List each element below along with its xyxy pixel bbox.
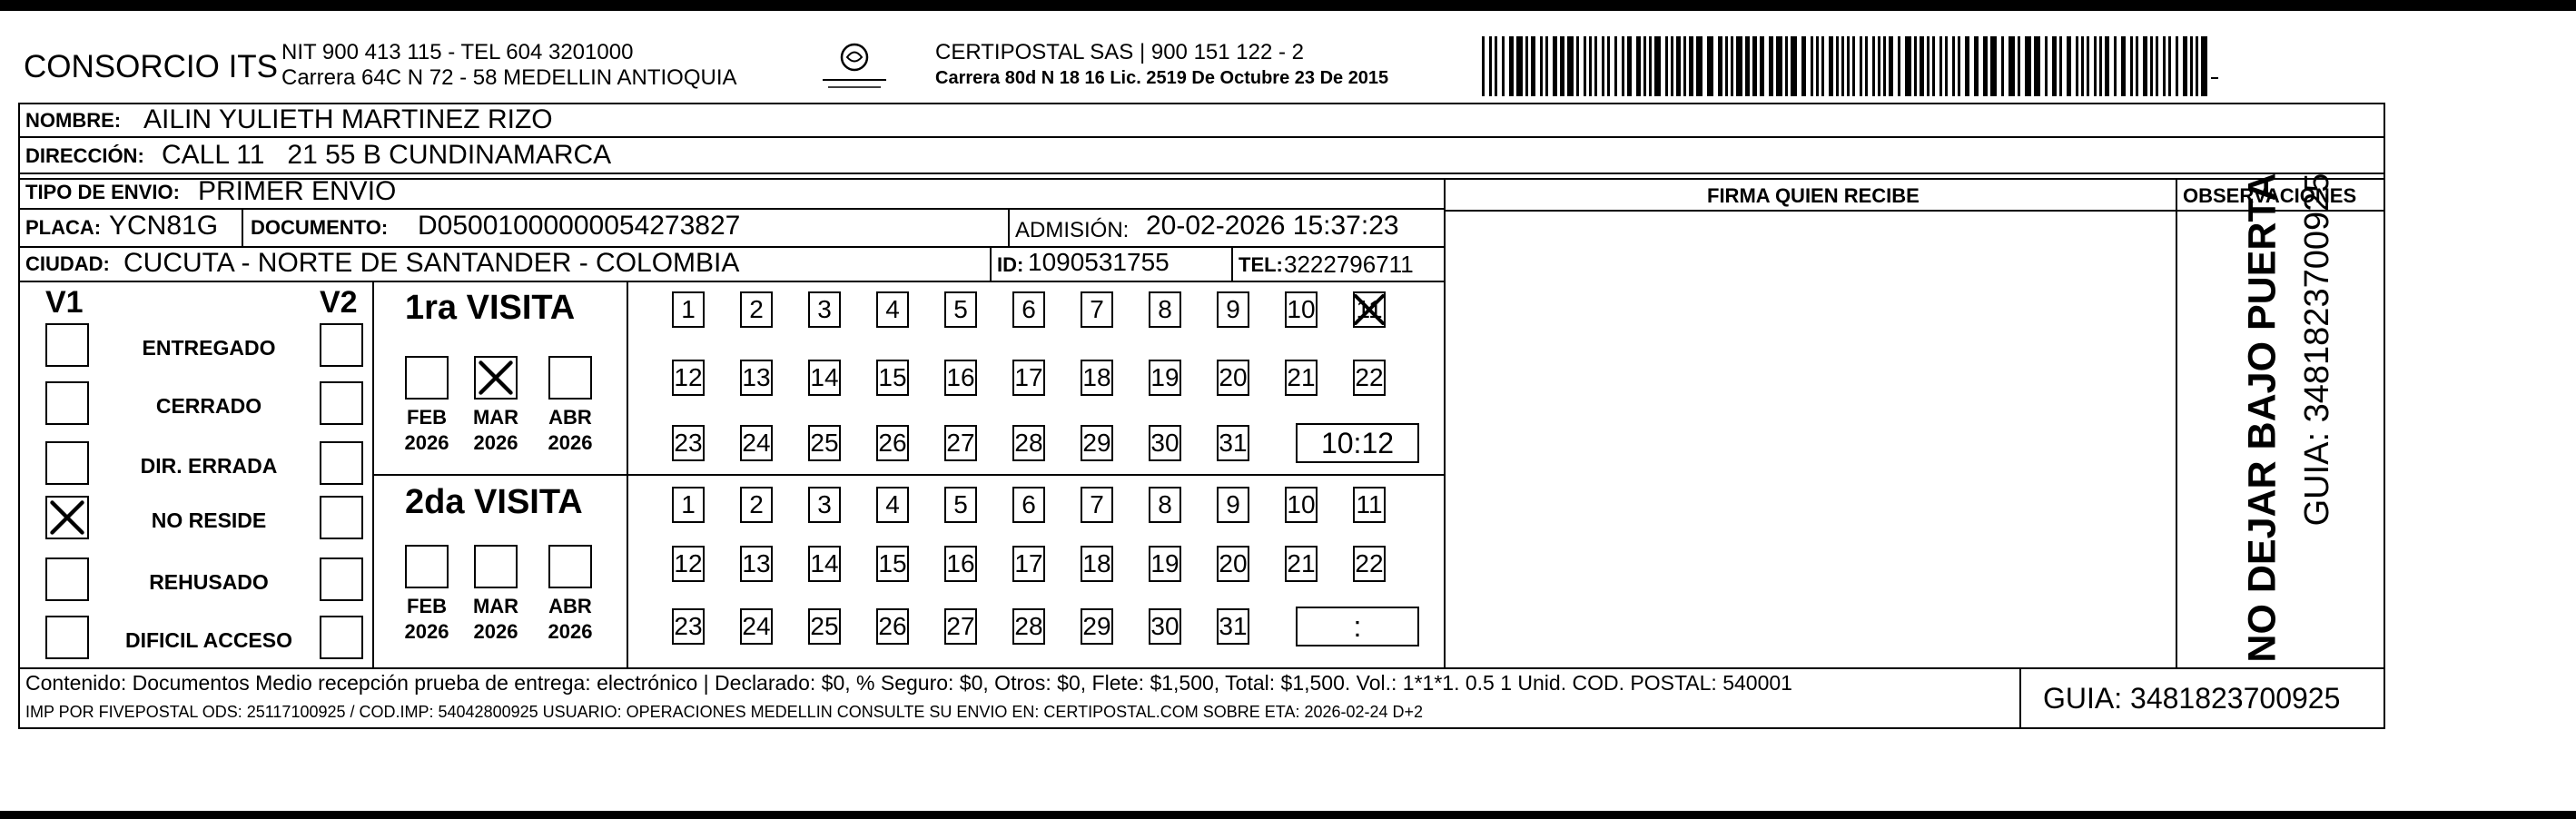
day-box[interactable]: 22 (1353, 360, 1386, 396)
barcode-bar (1516, 36, 1523, 96)
barcode-bar (2130, 36, 2133, 96)
barcode-dash (2211, 77, 2218, 79)
firma-divider (1444, 178, 1446, 667)
barcode-bar (1801, 36, 1806, 96)
barcode-bar (1683, 36, 1686, 96)
day-box[interactable]: 21 (1285, 360, 1318, 396)
barcode-bar (1965, 36, 1969, 96)
top-border (0, 0, 2576, 11)
barcode-bar (1785, 36, 1788, 96)
day-box[interactable]: 13 (740, 360, 773, 396)
barcode-bar (2201, 36, 2207, 96)
day-box[interactable]: 24 (740, 425, 773, 461)
side-warning: NO DEJAR BAJO PUERTA (2240, 173, 2285, 663)
v1-checkbox[interactable] (45, 381, 89, 425)
barcode-bar (2034, 36, 2040, 96)
barcode-bar (1671, 36, 1673, 96)
barcode-bar (2076, 36, 2078, 96)
barcode-bar (1958, 36, 1960, 96)
day-box[interactable]: 18 (1081, 546, 1113, 582)
row-line-1 (18, 136, 2385, 138)
barcode-bar (1553, 36, 1557, 96)
barcode-bar (1889, 36, 1893, 96)
footer-line (18, 667, 2385, 669)
barcode-bar (1932, 36, 1935, 96)
direccion-value: CALL 11 21 55 B CUNDINAMARCA (162, 140, 612, 170)
month-checkbox[interactable] (548, 545, 592, 588)
barcode-bar (2094, 36, 2097, 96)
barcode-bar (2008, 36, 2015, 96)
placa-label: PLACA: (25, 216, 102, 239)
barcode-bar (1776, 36, 1782, 96)
day-box[interactable]: 11 (1353, 487, 1386, 523)
x-mark-icon (47, 498, 87, 538)
month-checkbox[interactable] (474, 545, 518, 588)
barcode-bar (1540, 36, 1543, 96)
barcode-bar (2150, 36, 2153, 96)
tel-label: TEL: (1239, 253, 1283, 276)
barcode-bar (1816, 36, 1819, 96)
barcode-bar (2190, 36, 2193, 96)
v1-checkbox[interactable] (45, 496, 89, 539)
v2-checkbox[interactable] (320, 558, 363, 601)
company-line-1: NIT 900 413 115 - TEL 604 3201000 (281, 40, 634, 64)
barcode-bar (1502, 36, 1505, 96)
id-value: 1090531755 (1028, 248, 1170, 276)
barcode-bar (2121, 36, 2126, 96)
row-line-2 (18, 173, 2385, 174)
day-box[interactable]: 6 (1012, 291, 1045, 328)
tel-value: 3222796711 (1284, 251, 1414, 278)
barcode-bar (1974, 36, 1979, 96)
barcode-bar (1622, 36, 1624, 96)
day-box[interactable]: 31 (1217, 608, 1249, 645)
barcode-bar (1945, 36, 1948, 96)
documento-value: D05001000000054273827 (418, 211, 741, 241)
x-mark-icon (476, 358, 516, 398)
barcode-bar (1878, 36, 1880, 96)
side-guia: GUIA: 3481823700925 (2298, 173, 2336, 527)
barcode-bar (1495, 36, 1497, 96)
barcode-bar (1627, 36, 1632, 96)
barcode-bar (1905, 36, 1911, 96)
day-box[interactable]: 3 (808, 291, 841, 328)
month-label: MAR 2026 (472, 406, 519, 454)
barcode-bar (1983, 36, 1988, 96)
barcode-bar (2052, 36, 2057, 96)
footer-guia: GUIA: 3481823700925 (2043, 682, 2341, 715)
barcode-bar (2136, 36, 2138, 96)
barcode-bar (2001, 36, 2004, 96)
v2-checkbox[interactable] (320, 323, 363, 367)
footer-guia-divider (2019, 667, 2021, 729)
day-box[interactable]: 2 (740, 487, 773, 523)
day-box[interactable]: 1 (672, 291, 705, 328)
placa-divider (242, 208, 243, 246)
v2-checkbox[interactable] (320, 496, 363, 539)
barcode-bar (1654, 36, 1661, 96)
barcode-bar (2081, 36, 2084, 96)
day-box[interactable]: 14 (808, 546, 841, 582)
day-box[interactable]: 15 (876, 360, 909, 396)
barcode-bar (1718, 36, 1722, 96)
day-box[interactable]: 25 (808, 608, 841, 645)
barcode-bar (1745, 36, 1750, 96)
day-box[interactable]: 8 (1149, 291, 1181, 328)
barcode-bar (2114, 36, 2117, 96)
barcode-bar (1736, 36, 1742, 96)
barcode-bar (1649, 36, 1652, 96)
v2-label: V2 (320, 285, 358, 320)
barcode-bar (1636, 36, 1641, 96)
month-checkbox[interactable] (548, 356, 592, 400)
visit1-title: 1ra VISITA (405, 289, 576, 327)
barcode-bar (2025, 36, 2031, 96)
barcode-bar (1725, 36, 1728, 96)
barcode-bar (2087, 36, 2089, 96)
day-box[interactable]: 19 (1149, 360, 1181, 396)
day-box[interactable]: 23 (672, 608, 705, 645)
observaciones-divider (2176, 178, 2177, 667)
row-line-6 (18, 281, 1444, 282)
month-label: MAR 2026 (472, 595, 519, 643)
barcode-bar (1560, 36, 1564, 96)
day-box[interactable]: 31 (1217, 425, 1249, 461)
carrier-line-1: CERTIPOSTAL SAS | 900 151 122 - 2 (935, 40, 1304, 64)
month-label: ABR 2026 (548, 595, 593, 643)
barcode-bar (1883, 36, 1886, 96)
v1-checkbox[interactable] (45, 616, 89, 659)
documento-label: DOCUMENTO: (251, 216, 389, 239)
barcode-bar (1531, 36, 1535, 96)
ciudad-value: CUCUTA - NORTE DE SANTANDER - COLOMBIA (123, 248, 740, 278)
barcode-bar (2163, 36, 2166, 96)
nombre-label: NOMBRE: (25, 109, 122, 132)
barcode-bar (1752, 36, 1757, 96)
barcode-bar (1872, 36, 1875, 96)
placa-value: YCN81G (109, 211, 219, 241)
barcode-bar (1567, 36, 1574, 96)
nombre-value: AILIN YULIETH MARTINEZ RIZO (143, 104, 553, 134)
day-box[interactable]: 4 (876, 291, 909, 328)
day-box[interactable]: 27 (944, 608, 977, 645)
v1-checkbox[interactable] (45, 441, 89, 485)
barcode-bar (1614, 36, 1617, 96)
barcode-bar (1865, 36, 1868, 96)
month-label: ABR 2026 (548, 406, 593, 454)
barcode-bar (1576, 36, 1579, 96)
barcode-bar (2156, 36, 2158, 96)
barcode-bar (1482, 36, 1485, 96)
day-box[interactable]: 20 (1217, 546, 1249, 582)
day-box[interactable]: 12 (672, 360, 705, 396)
month-checkbox[interactable] (405, 545, 449, 588)
barcode-bar (1489, 36, 1492, 96)
day-box[interactable]: 12 (672, 546, 705, 582)
tel-divider (1231, 246, 1233, 281)
barcode-bar (1545, 36, 1548, 96)
tipo-value: PRIMER ENVIO (198, 176, 397, 206)
barcode-bar (2059, 36, 2062, 96)
day-box[interactable]: 17 (1012, 546, 1045, 582)
day-box[interactable]: 29 (1081, 608, 1113, 645)
barcode-bar (1927, 36, 1930, 96)
day-box[interactable]: 14 (808, 360, 841, 396)
month-checkbox[interactable] (474, 356, 518, 400)
day-box[interactable]: 26 (876, 608, 909, 645)
v2-checkbox[interactable] (320, 441, 363, 485)
barcode-bar (1847, 36, 1850, 96)
day-box[interactable]: 3 (808, 487, 841, 523)
barcode-bar (1860, 36, 1862, 96)
barcode-bar (1707, 36, 1713, 96)
visit-divider (372, 474, 1444, 476)
day-box[interactable]: 29 (1081, 425, 1113, 461)
barcode-bar (1811, 36, 1813, 96)
barcode-bar (1791, 36, 1797, 96)
day-box[interactable]: 30 (1149, 608, 1181, 645)
v1-checkbox[interactable] (45, 323, 89, 367)
company-line-2: Carrera 64C N 72 - 58 MEDELLIN ANTIOQUIA (281, 65, 737, 90)
barcode-bar (2183, 36, 2187, 96)
barcode-bar (1898, 36, 1900, 96)
v1-checkbox[interactable] (45, 558, 89, 601)
day-box[interactable]: 23 (672, 425, 705, 461)
day-box[interactable]: 8 (1149, 487, 1181, 523)
status-label: CERRADO (155, 394, 262, 418)
barcode-bar (1594, 36, 1597, 96)
barcode-bar (1696, 36, 1703, 96)
day-box[interactable]: 28 (1012, 608, 1045, 645)
barcode-bar (1836, 36, 1839, 96)
day-box[interactable]: 19 (1149, 546, 1181, 582)
v2-checkbox[interactable] (320, 381, 363, 425)
day-box[interactable]: 9 (1217, 487, 1249, 523)
day-box[interactable]: 4 (876, 487, 909, 523)
barcode-bar (1760, 36, 1764, 96)
day-box[interactable]: 7 (1081, 487, 1113, 523)
company-name: CONSORCIO ITS (24, 49, 279, 84)
barcode-bar (1643, 36, 1646, 96)
id-label: ID: (997, 253, 1024, 276)
day-box[interactable]: 26 (876, 425, 909, 461)
barcode-bar (1914, 36, 1917, 96)
barcode (1482, 36, 2208, 96)
barcode-bar (1990, 36, 1997, 96)
v1-label: V1 (45, 285, 84, 320)
status-label: DIR. ERRADA (140, 454, 278, 478)
certipostal-logo (814, 40, 895, 93)
day-box[interactable]: 30 (1149, 425, 1181, 461)
barcode-bar (2168, 36, 2171, 96)
day-box[interactable]: 25 (808, 425, 841, 461)
month-checkbox[interactable] (405, 356, 449, 400)
carrier-line-2: Carrera 80d N 18 16 Lic. 2519 De Octubre 23 De 2015 (935, 68, 1389, 88)
row-line-4 (18, 208, 1444, 210)
barcode-bar (2196, 36, 2198, 96)
barcode-bar (2067, 36, 2071, 96)
barcode-bar (1584, 36, 1586, 96)
bottom-border (0, 811, 2576, 819)
day-box[interactable]: 9 (1217, 291, 1249, 328)
tipo-label: TIPO DE ENVIO: (25, 181, 180, 203)
time-box[interactable]: : (1296, 607, 1419, 646)
status-label: DIFICIL ACCESO (124, 628, 292, 652)
v2-checkbox[interactable] (320, 616, 363, 659)
day-box[interactable]: 2 (740, 291, 773, 328)
day-box[interactable]: 6 (1012, 487, 1045, 523)
barcode-bar (2143, 36, 2147, 96)
barcode-bar (2018, 36, 2020, 96)
observaciones-header: OBSERVACIONES (2183, 184, 2357, 207)
day-box[interactable]: 16 (944, 360, 977, 396)
barcode-bar (1602, 36, 1604, 96)
barcode-bar (1676, 36, 1681, 96)
barcode-bar (1841, 36, 1844, 96)
day-box[interactable]: 10 (1285, 487, 1318, 523)
barcode-bar (1829, 36, 1833, 96)
admision-divider (1008, 208, 1010, 246)
barcode-bar (1665, 36, 1668, 96)
day-box[interactable]: 11 (1353, 291, 1386, 328)
day-box[interactable]: 21 (1285, 546, 1318, 582)
barcode-bar (2176, 36, 2178, 96)
barcode-bar (1920, 36, 1924, 96)
day-box[interactable]: 13 (740, 546, 773, 582)
barcode-bar (1509, 36, 1514, 96)
direccion-label: DIRECCIÓN: (25, 144, 144, 167)
barcode-bar (2105, 36, 2109, 96)
barcode-bar (1769, 36, 1773, 96)
day-box[interactable]: 17 (1012, 360, 1045, 396)
day-box[interactable]: 7 (1081, 291, 1113, 328)
barcode-bar (2045, 36, 2048, 96)
day-box[interactable]: 22 (1353, 546, 1386, 582)
admision-value: 20-02-2026 15:37:23 (1146, 211, 1399, 241)
footer-content-line: Contenido: Documentos Medio recepción prueba de entrega: electrónico | Declarado: $0, % Seguro: $0, Otros: $0, Flete: $1,500, Total: $1,500. Vol.: 1*1*1. 0.5 1 Unid. COD. POSTAL: 540001 (25, 671, 1792, 695)
month-label: FEB 2026 (404, 595, 449, 643)
barcode-bar (1525, 36, 1528, 96)
day-box[interactable]: 24 (740, 608, 773, 645)
x-mark-icon (1351, 291, 1387, 328)
admision-label: ADMISIÓN: (1015, 218, 1130, 242)
month-label: FEB 2026 (404, 406, 449, 454)
status-label: ENTREGADO (142, 336, 276, 360)
barcode-bar (1731, 36, 1733, 96)
status-label: NO RESIDE (151, 508, 267, 532)
firma-header: FIRMA QUIEN RECIBE (1707, 184, 1920, 207)
day-box[interactable]: 20 (1217, 360, 1249, 396)
day-box[interactable]: 1 (672, 487, 705, 523)
barcode-bar (1689, 36, 1693, 96)
footer-imp-line: IMP POR FIVEPOSTAL ODS: 25117100925 / COD.IMP: 54042800925 USUARIO: OPERACIONES MEDELLIN CONSULTE SU ENVIO EN: CERTIPOSTAL.COM SOBRE ETA: 2026-02-24 D+2 (25, 703, 1424, 721)
barcode-bar (1607, 36, 1610, 96)
ciudad-label: CIUDAD: (25, 252, 110, 275)
barcode-bar (2099, 36, 2102, 96)
visit2-title: 2da VISITA (405, 483, 583, 521)
barcode-bar (1952, 36, 1955, 96)
barcode-bar (1939, 36, 1942, 96)
day-box[interactable]: 5 (944, 291, 977, 328)
day-box[interactable]: 15 (876, 546, 909, 582)
day-box[interactable]: 16 (944, 546, 977, 582)
barcode-bar (1589, 36, 1592, 96)
day-box[interactable]: 5 (944, 487, 977, 523)
day-box[interactable]: 10 (1285, 291, 1318, 328)
barcode-bar (1852, 36, 1855, 96)
time-box[interactable]: 10:12 (1296, 423, 1419, 463)
status-label: REHUSADO (149, 570, 269, 594)
day-box[interactable]: 18 (1081, 360, 1113, 396)
id-divider (990, 246, 992, 281)
day-box[interactable]: 28 (1012, 425, 1045, 461)
barcode-bar (1821, 36, 1824, 96)
day-box[interactable]: 27 (944, 425, 977, 461)
